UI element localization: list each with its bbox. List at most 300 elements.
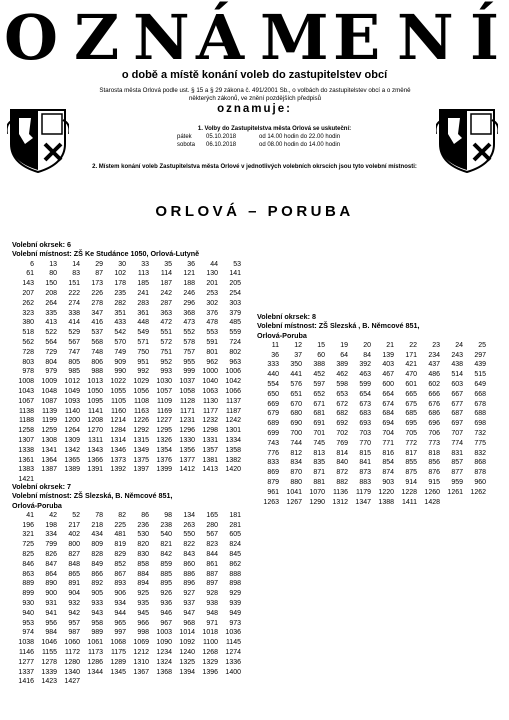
district-place: Volební místnost: ZŠ Ke Studánce 1050, Orlová-Lutyně [12, 249, 200, 259]
house-number: 886 [183, 570, 195, 578]
house-number: 855 [405, 459, 417, 467]
house-number: 690 [290, 420, 302, 428]
house-number: 452 [313, 371, 325, 379]
house-number: 568 [91, 338, 103, 346]
house-number: 831 [451, 449, 463, 457]
house-number: 1014 [179, 629, 195, 637]
house-number: 863 [22, 570, 34, 578]
house-number: 470 [405, 371, 417, 379]
house-number: 1232 [202, 417, 218, 425]
house-number: 1286 [87, 658, 103, 666]
house-number: 898 [229, 580, 241, 588]
house-number: 263 [183, 521, 195, 529]
house-number-grid [12, 511, 242, 687]
house-number: 959 [451, 479, 463, 487]
house-number: 361 [137, 309, 149, 317]
house-number: 1421 [18, 476, 34, 484]
house-number: 906 [114, 590, 126, 598]
house-number: 1324 [156, 658, 172, 666]
house-number: 416 [91, 319, 103, 327]
house-number: 1309 [64, 436, 80, 444]
house-number: 1388 [378, 498, 394, 506]
house-number: 1009 [41, 378, 57, 386]
house-number: 602 [428, 381, 440, 389]
house-number: 576 [290, 381, 302, 389]
house-number: 218 [91, 521, 103, 529]
district-block-6 [12, 240, 242, 485]
house-number: 745 [313, 439, 325, 447]
house-number: 253 [206, 289, 218, 297]
house-number: 872 [336, 469, 348, 477]
house-number: 1261 [447, 488, 463, 496]
house-number: 1030 [156, 378, 172, 386]
house-number: 1298 [202, 427, 218, 435]
house-number: 685 [405, 410, 417, 418]
house-number: 825 [22, 551, 34, 559]
house-number: 817 [405, 449, 417, 457]
house-number: 178 [114, 280, 126, 288]
house-number: 692 [336, 420, 348, 428]
house-number: 806 [91, 358, 103, 366]
house-number: 1042 [225, 378, 241, 386]
house-number: 772 [405, 439, 417, 447]
house-number: 799 [45, 541, 57, 549]
house-number: 481 [114, 531, 126, 539]
house-number: 1136 [332, 488, 348, 496]
house-number: 121 [183, 270, 195, 278]
house-number: 801 [206, 348, 218, 356]
house-number: 36 [187, 260, 195, 268]
house-number: 246 [183, 289, 195, 297]
house-number: 949 [229, 609, 241, 617]
house-number: 1399 [156, 466, 172, 474]
house-number: 363 [160, 309, 172, 317]
house-number: 1220 [378, 488, 394, 496]
house-number: 673 [359, 400, 371, 408]
house-number: 478 [206, 319, 218, 327]
house-number: 376 [206, 309, 218, 317]
house-number: 207 [22, 289, 34, 297]
house-number: 1240 [179, 649, 195, 657]
house-number: 691 [313, 420, 325, 428]
house-number: 887 [206, 570, 218, 578]
house-number: 1301 [225, 427, 241, 435]
house-number: 413 [45, 319, 57, 327]
house-number: 665 [405, 390, 417, 398]
house-number: 1345 [110, 668, 126, 676]
house-number: 845 [229, 551, 241, 559]
house-number: 334 [45, 531, 57, 539]
house-number: 242 [160, 289, 172, 297]
house-number: 1260 [424, 488, 440, 496]
house-number: 776 [267, 449, 279, 457]
house-number: 1427 [64, 678, 80, 686]
house-number: 1000 [202, 368, 218, 376]
house-number: 134 [183, 511, 195, 519]
house-number: 669 [267, 400, 279, 408]
house-number: 862 [229, 560, 241, 568]
house-number: 953 [22, 619, 34, 627]
house-number: 1376 [156, 456, 172, 464]
house-number: 1416 [18, 678, 34, 686]
house-number: 947 [183, 609, 195, 617]
house-number: 1139 [41, 407, 57, 415]
house-number: 13 [49, 260, 57, 268]
house-number: 979 [45, 368, 57, 376]
house-number: 1061 [87, 639, 103, 647]
house-number: 941 [45, 609, 57, 617]
section-title: ORLOVÁ – PORUBA [155, 203, 354, 220]
house-number: 114 [160, 270, 172, 278]
house-number: 1160 [110, 407, 126, 415]
house-number: 1069 [133, 639, 149, 647]
legal-text: Starosta města Orlová podle ust. § 15 a § 29 zákona č. 491/2001 Sb., o volbách do zastupitelstev obcí a o změně některých zákonů, ve znění pozdějších předpisů [99, 87, 411, 102]
house-number: 1387 [41, 466, 57, 474]
house-number: 1199 [41, 417, 57, 425]
house-number: 1381 [202, 456, 218, 464]
district-place-2: Orlová-Poruba [12, 500, 62, 510]
house-number: 1146 [18, 649, 34, 657]
house-number: 993 [160, 368, 172, 376]
house-number: 1049 [64, 387, 80, 395]
house-number: 937 [183, 600, 195, 608]
house-number: 689 [267, 420, 279, 428]
house-number: 139 [382, 351, 394, 359]
house-number: 841 [359, 459, 371, 467]
house-number: 1267 [286, 498, 302, 506]
house-number: 185 [137, 280, 149, 288]
house-number: 20 [363, 341, 371, 349]
house-number: 1340 [64, 668, 80, 676]
house-number: 929 [229, 590, 241, 598]
house-number: 522 [45, 329, 57, 337]
house-number: 878 [474, 469, 486, 477]
house-number: 1208 [87, 417, 103, 425]
house-number: 1274 [225, 649, 241, 657]
house-number: 1397 [133, 466, 149, 474]
house-number: 930 [22, 600, 34, 608]
title-letter: M [260, 1, 329, 74]
house-number: 80 [49, 270, 57, 278]
house-number: 554 [267, 381, 279, 389]
house-number: 915 [428, 479, 440, 487]
house-number: 486 [428, 371, 440, 379]
house-number: 1295 [156, 427, 172, 435]
house-number: 1296 [179, 427, 195, 435]
house-number: 463 [359, 371, 371, 379]
house-number: 241 [137, 289, 149, 297]
house-number: 861 [206, 560, 218, 568]
house-number: 867 [114, 570, 126, 578]
house-number: 1163 [133, 407, 149, 415]
house-number: 1375 [133, 456, 149, 464]
house-number: 1420 [225, 466, 241, 474]
house-number: 287 [160, 299, 172, 307]
house-number: 437 [428, 361, 440, 369]
day-date: 06.10.2018 [206, 142, 237, 148]
district-place-2: Orlová-Poruba [257, 330, 307, 340]
house-number: 537 [91, 329, 103, 337]
house-number: 889 [22, 580, 34, 588]
house-number: 1138 [18, 407, 34, 415]
house-number: 21 [386, 341, 394, 349]
house-number: 350 [290, 361, 302, 369]
house-number: 881 [313, 479, 325, 487]
house-number: 448 [137, 319, 149, 327]
house-number: 693 [359, 420, 371, 428]
house-number: 706 [428, 430, 440, 438]
house-number: 961 [267, 488, 279, 496]
house-number: 1280 [64, 658, 80, 666]
house-number: 570 [114, 338, 126, 346]
house-number: 1048 [41, 387, 57, 395]
house-number: 1018 [202, 629, 218, 637]
house-number: 414 [68, 319, 80, 327]
house-number: 1212 [133, 649, 149, 657]
house-number: 578 [183, 338, 195, 346]
house-number: 1277 [18, 658, 34, 666]
house-number: 1060 [64, 639, 80, 647]
house-number: 562 [22, 338, 34, 346]
house-number: 1339 [41, 668, 57, 676]
house-number: 1008 [18, 378, 34, 386]
title-letter: N [133, 1, 190, 74]
house-number: 978 [22, 368, 34, 376]
house-number: 1307 [18, 436, 34, 444]
house-number: 1338 [18, 446, 34, 454]
house-number: 890 [45, 580, 57, 588]
title-letter: Á [196, 1, 245, 74]
house-number: 201 [206, 280, 218, 288]
house-number: 940 [22, 609, 34, 617]
house-number: 262 [22, 299, 34, 307]
house-number: 707 [451, 430, 463, 438]
house-number: 42 [49, 511, 57, 519]
house-number: 654 [359, 390, 371, 398]
notice-subtitle: o době a místě konání voleb do zastupitelstev obcí [121, 69, 388, 81]
house-number: 601 [405, 381, 417, 389]
house-number: 697 [451, 420, 463, 428]
house-number: 998 [137, 629, 149, 637]
day-time: od 08.00 hodin do 14.00 hodin [259, 142, 341, 148]
house-number: 1389 [64, 466, 80, 474]
house-number: 1383 [18, 466, 34, 474]
house-number: 1038 [18, 639, 34, 647]
house-number: 992 [137, 368, 149, 376]
house-number: 682 [336, 410, 348, 418]
house-number: 82 [118, 511, 126, 519]
house-number: 1105 [110, 397, 126, 405]
house-number: 670 [290, 400, 302, 408]
house-number: 696 [428, 420, 440, 428]
house-number: 939 [229, 600, 241, 608]
house-number: 1177 [202, 407, 218, 415]
house-number: 188 [183, 280, 195, 288]
house-number: 551 [160, 329, 172, 337]
house-number: 1337 [18, 668, 34, 676]
house-number: 687 [451, 410, 463, 418]
house-number: 1310 [133, 658, 149, 666]
house-number: 1413 [202, 466, 218, 474]
house-number: 333 [267, 361, 279, 369]
house-number: 98 [164, 511, 172, 519]
house-number: 882 [336, 479, 348, 487]
house-number: 33 [141, 260, 149, 268]
house-number: 877 [451, 469, 463, 477]
house-number: 440 [267, 371, 279, 379]
house-number: 1377 [179, 456, 195, 464]
house-number: 198 [45, 521, 57, 529]
house-number: 1175 [110, 649, 126, 657]
house-number: 1155 [41, 649, 57, 657]
house-number: 942 [68, 609, 80, 617]
house-number: 1396 [202, 668, 218, 676]
house-number: 1067 [18, 397, 34, 405]
house-number: 884 [137, 570, 149, 578]
house-number: 965 [114, 619, 126, 627]
house-number: 143 [22, 280, 34, 288]
house-number-grid [257, 341, 487, 508]
house-number: 1268 [202, 649, 218, 657]
house-number: 567 [206, 531, 218, 539]
district-heading: Volební okrsek: 8 [257, 312, 316, 321]
house-number: 956 [45, 619, 57, 627]
house-number: 323 [22, 309, 34, 317]
house-number: 598 [336, 381, 348, 389]
house-number: 1003 [156, 629, 172, 637]
house-number: 819 [114, 541, 126, 549]
house-number: 572 [160, 338, 172, 346]
house-number: 749 [114, 348, 126, 356]
house-number: 880 [290, 479, 302, 487]
house-number: 515 [474, 371, 486, 379]
house-number: 948 [206, 609, 218, 617]
house-number: 903 [382, 479, 394, 487]
house-number: 871 [313, 469, 325, 477]
house-number: 549 [137, 329, 149, 337]
house-number: 591 [206, 338, 218, 346]
house-number: 52 [72, 511, 80, 519]
house-number: 438 [451, 361, 463, 369]
house-number: 705 [405, 430, 417, 438]
house-number: 236 [137, 521, 149, 529]
house-number: 1290 [309, 498, 325, 506]
house-number: 815 [359, 449, 371, 457]
house-number: 1315 [133, 436, 149, 444]
house-number: 651 [290, 390, 302, 398]
house-number: 891 [68, 580, 80, 588]
house-number: 676 [428, 400, 440, 408]
house-number: 529 [68, 329, 80, 337]
house-number: 171 [405, 351, 417, 359]
house-number: 1259 [41, 427, 57, 435]
house-number: 893 [114, 580, 126, 588]
house-number: 856 [428, 459, 440, 467]
house-number: 816 [382, 449, 394, 457]
house-number: 83 [72, 270, 80, 278]
house-number: 827 [68, 551, 80, 559]
house-number: 150 [45, 280, 57, 288]
house-number: 724 [229, 338, 241, 346]
house-number: 439 [474, 361, 486, 369]
house-number: 1284 [110, 427, 126, 435]
house-number: 1311 [87, 436, 103, 444]
house-number: 955 [183, 358, 195, 366]
house-number: 1292 [133, 427, 149, 435]
house-number: 335 [45, 309, 57, 317]
house-number: 225 [114, 521, 126, 529]
day-time: od 14.00 hodin do 22.00 hodin [259, 134, 341, 140]
house-number: 653 [336, 390, 348, 398]
house-number: 928 [206, 590, 218, 598]
house-number: 927 [183, 590, 195, 598]
house-number: 60 [317, 351, 325, 359]
house-number: 813 [313, 449, 325, 457]
house-number: 1278 [41, 658, 57, 666]
house-number: 1356 [179, 446, 195, 454]
house-number: 771 [382, 439, 394, 447]
district-place: Volební místnost: ZŠ Slezská, B. Němcové 851, [12, 491, 173, 501]
house-number: 1036 [225, 629, 241, 637]
house-number: 1092 [179, 639, 195, 647]
house-number: 542 [114, 329, 126, 337]
house-number: 748 [91, 348, 103, 356]
house-number: 966 [137, 619, 149, 627]
house-number: 351 [114, 309, 126, 317]
house-number: 472 [160, 319, 172, 327]
house-number: 814 [336, 449, 348, 457]
house-number: 1172 [64, 649, 80, 657]
house-number: 1090 [156, 639, 172, 647]
district-heading: Volební okrsek: 7 [12, 482, 71, 491]
house-number: 1058 [179, 387, 195, 395]
house-number: 1331 [202, 436, 218, 444]
house-number: 729 [45, 348, 57, 356]
house-number: 41 [26, 511, 34, 519]
house-number: 775 [474, 439, 486, 447]
house-number: 842 [160, 551, 172, 559]
house-number: 1109 [156, 397, 172, 405]
house-number: 462 [336, 371, 348, 379]
house-number: 826 [45, 551, 57, 559]
house-number: 44 [210, 260, 218, 268]
house-number: 84 [363, 351, 371, 359]
house-number: 909 [114, 358, 126, 366]
house-number: 1344 [87, 668, 103, 676]
house-number: 1312 [332, 498, 348, 506]
house-number: 999 [183, 368, 195, 376]
house-number: 518 [22, 329, 34, 337]
house-number: 238 [160, 521, 172, 529]
house-number: 835 [313, 459, 325, 467]
house-number: 380 [22, 319, 34, 327]
house-number: 1169 [156, 407, 172, 415]
house-number: 1063 [202, 387, 218, 395]
house-number: 820 [137, 541, 149, 549]
house-number: 1179 [355, 488, 371, 496]
house-number: 974 [22, 629, 34, 637]
house-number: 1262 [470, 488, 486, 496]
house-number: 958 [91, 619, 103, 627]
house-number: 1270 [87, 427, 103, 435]
house-number: 1234 [156, 649, 172, 657]
house-number: 935 [137, 600, 149, 608]
house-number: 830 [137, 551, 149, 559]
house-number: 688 [474, 410, 486, 418]
house-number: 389 [336, 361, 348, 369]
house-number: 1066 [225, 387, 241, 395]
house-number: 725 [22, 541, 34, 549]
